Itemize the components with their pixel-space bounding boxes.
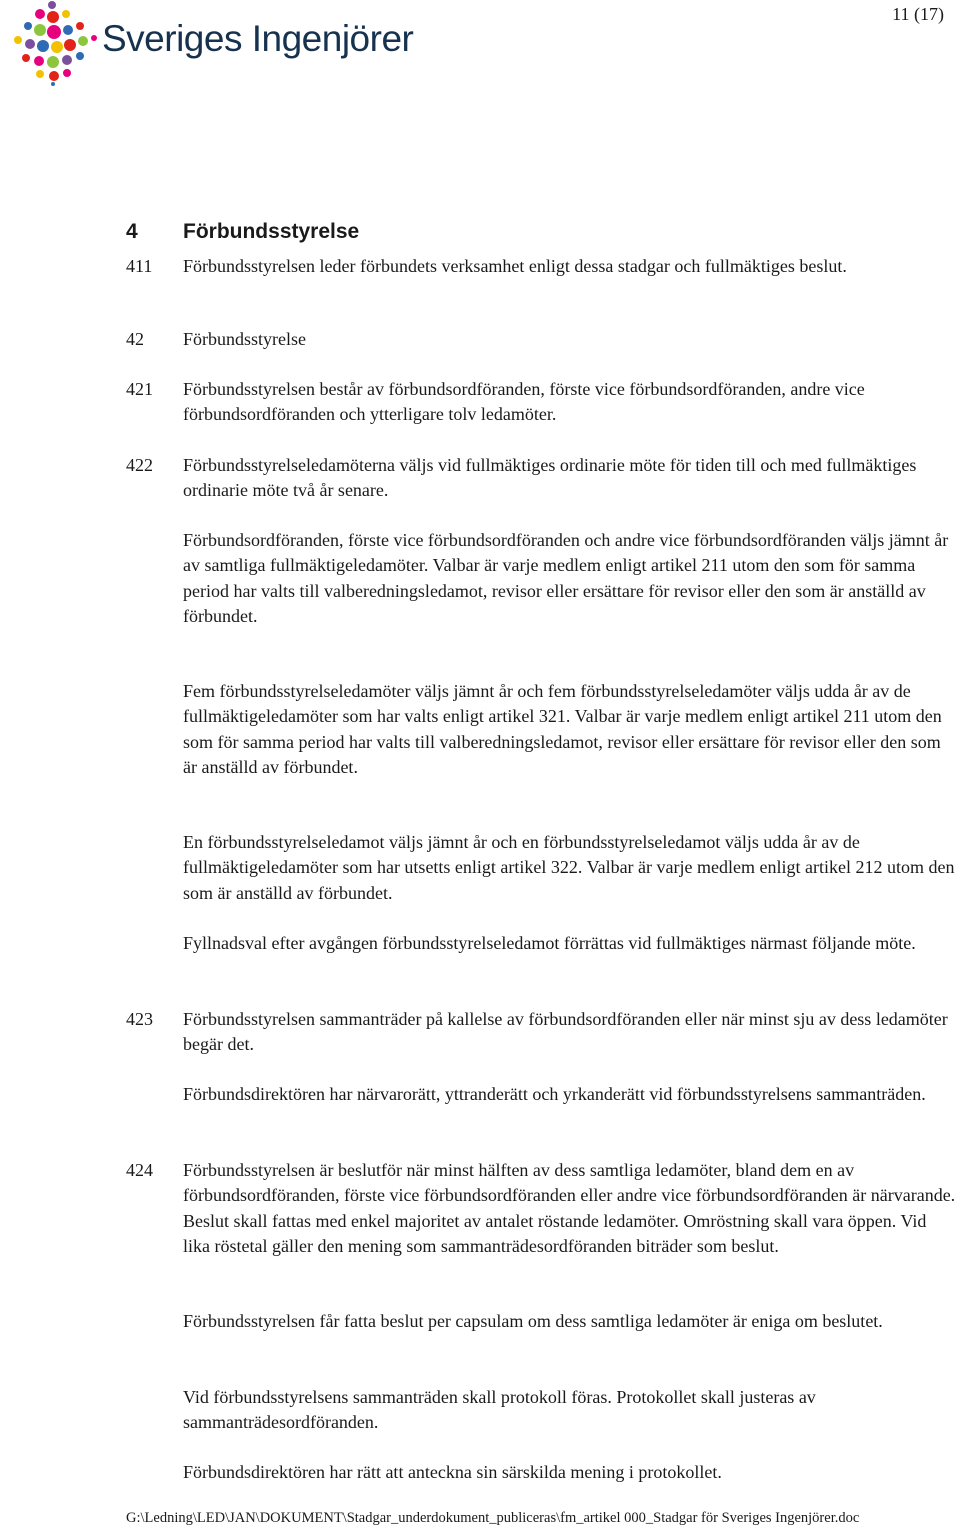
section-title: Förbundsstyrelse [183,220,360,243]
clause-text: Förbundsstyrelsen består av förbundsordföranden, förste vice förbundsordföranden, andre vice förbundsordföranden och ytterligare tolv ledamöter. [183,379,865,425]
paragraph: Förbundsdirektören har rätt att anteckna sin särskilda mening i protokollet. [183,1462,722,1482]
clause-423 [126,1007,956,1058]
paragraph: En förbundsstyrelseledamot väljs jämnt år och en förbundsstyrelseledamot väljs udda år av de fullmäktigeledamöter som har utsetts enligt artikel 322. Valbar är varje medlem enligt artikel 212 utom den som är anställd av förbundet. [183,832,955,903]
clause-number: 411 [126,256,153,276]
clause-text: Förbundsstyrelseledamöterna väljs vid fullmäktiges ordinarie möte för tiden till och med fullmäktiges ordinarie möte två år senare. [183,455,917,501]
clause-number: 422 [126,455,153,475]
clause-421 [126,377,956,428]
subsection-title: Förbundsstyrelse [183,329,306,349]
clause-422 [126,453,956,504]
paragraph: Vid förbundsstyrelsens sammanträden skall protokoll föras. Protokollet skall justeras av sammanträdesordföranden. [183,1387,816,1433]
clause-number: 423 [126,1009,153,1029]
paragraph: Fem förbundsstyrelseledamöter väljs jämnt år och fem förbundsstyrelseledamöter väljs udda år av de fullmäktigeledamöter som har valts enligt artikel 321. Valbar är varje medlem enligt artikel 211 utom den som för samma period har valts till valberedningsledamot, revisor eller ersättare för revisor eller den som är anställd av förbundet. [183,681,942,777]
subsection-heading [126,329,306,350]
logo-dots-icon [6,0,102,86]
paragraph: Förbundsstyrelsen får fatta beslut per capsulam om dess samtliga ledamöter är eniga om beslutet. [183,1311,883,1331]
paragraph: Förbundsordföranden, förste vice förbundsordföranden och andre vice förbundsordföranden väljs jämnt år av samtliga fullmäktigeledamöter. Valbar är varje medlem enligt artikel 211 utom den som för samma period har valts till valberedningsledamot, revisor eller ersättare för revisor eller den som är anställd av förbundet. [183,530,949,626]
clause-number: 424 [126,1160,153,1180]
subsection-number: 42 [126,329,144,349]
section-heading [126,220,359,244]
clause-411 [126,254,956,279]
clause-number: 421 [126,379,153,399]
paragraph: Förbundsdirektören har närvarorätt, yttranderätt och yrkanderätt vid förbundsstyrelsens sammanträden. [183,1084,926,1104]
logo-text: Sveriges Ingenjörer [102,18,414,59]
footer-file-path: G:\Ledning\LED\JAN\DOKUMENT\Stadgar_underdokument_publiceras\fm_artikel 000_Stadgar för Sveriges Ingenjörer.doc [126,1510,860,1526]
clause-text: Förbundsstyrelsen är beslutför när minst hälften av dess samtliga ledamöter, bland dem en av förbundsordföranden, förste vice förbundsordföranden eller andre vice förbundsordföranden är närvarande. Beslut skall fattas med enkel majoritet av antalet röstande ledamöter. Omröstning skall vara öppen. Vid lika röstetal gäller den mening som sammanträdesordföranden biträder som beslut. [183,1160,956,1256]
section-number: 4 [126,220,138,243]
clause-text: Förbundsstyrelsen leder förbundets verksamhet enligt dessa stadgar och fullmäktiges beslut. [183,256,847,276]
clause-424 [126,1158,956,1259]
paragraph: Fyllnadsval efter avgången förbundsstyrelseledamot förrättas vid fullmäktiges närmast följande möte. [183,933,916,953]
clause-text: Förbundsstyrelsen sammanträder på kallelse av förbundsordföranden eller när minst sju av dess ledamöter begär det. [183,1009,948,1055]
logo [6,0,414,86]
page-number: 11 (17) [892,4,944,24]
